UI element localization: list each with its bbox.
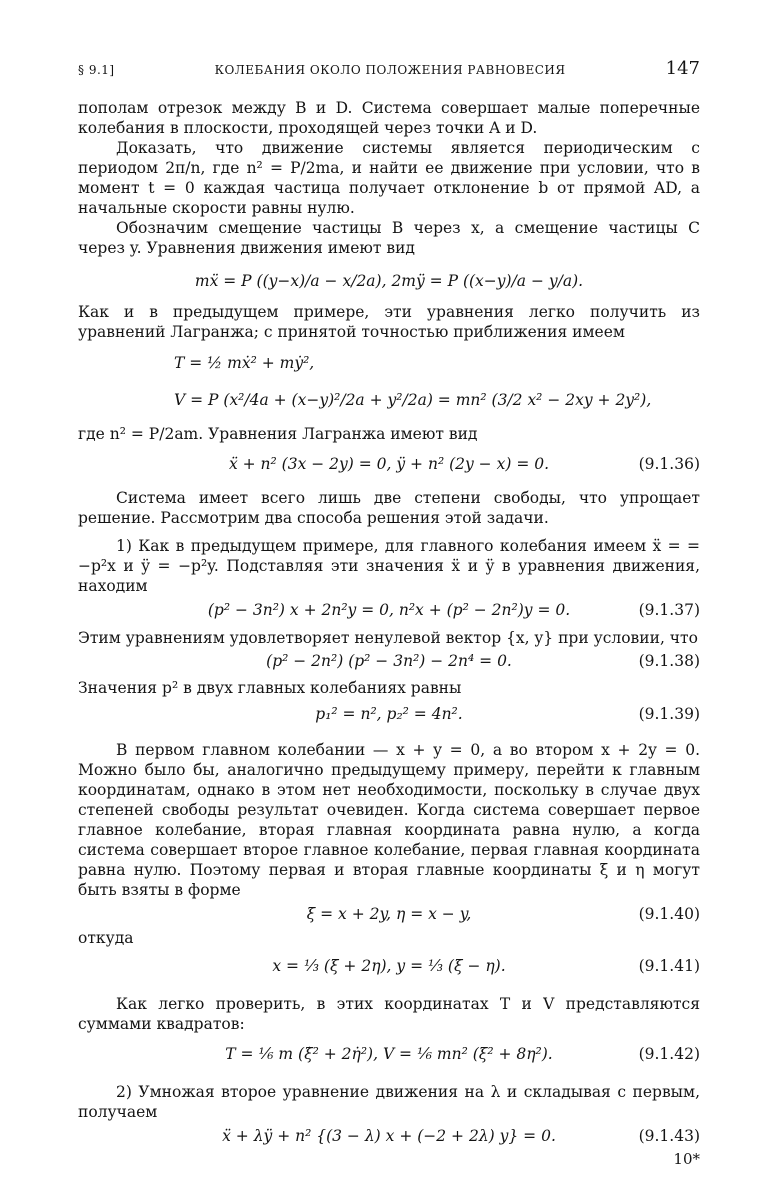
equation-9-1-37: (p² − 3n²) x + 2n²y = 0, n²x + (p² − 2n²)y = 0. (9.1.37) (207, 601, 700, 619)
equation-9-1-41: x = ⅓ (ξ + 2η), y = ⅓ (ξ − η). (9.1.41) (272, 957, 700, 975)
equation-number: (9.1.40) (638, 905, 700, 923)
equation-9-1-36: ẍ + n² (3x − 2y) = 0, ÿ + n² (2y − x) = 0. (9.1.36) (228, 455, 700, 473)
equation-V: V = P (x²/4a + (x−y)²/2a + y²/2a) = mn² (3/2 x² − 2xy + 2y²), (174, 391, 652, 409)
equation-9-1-38: (p² − 2n²) (p² − 3n²) − 2n⁴ = 0. (9.1.38) (266, 652, 700, 670)
page-number: 147 (665, 58, 700, 79)
paragraph-8: Этим уравнениям удовлетворяет ненулевой вектор {x, y} при условии, что (78, 629, 698, 647)
equation-number: (9.1.38) (638, 652, 700, 670)
paragraph-4: Как и в предыдущем примере, эти уравнения легко получить из уравнений Лагранжа; с принятой точностью приближения имеем (78, 303, 700, 341)
equation-number: (9.1.37) (638, 601, 700, 619)
paragraph-9: Значения p² в двух главных колебаниях равны (78, 679, 462, 697)
page (78, 58, 700, 1172)
signature-mark: 10* (673, 1150, 700, 1168)
paragraph-5: где n² = P/2am. Уравнения Лагранжа имеют вид (78, 425, 478, 443)
equation-motion: mẍ = P ((y−x)/a − x/2a), 2mÿ = P ((x−y)/a − y/a). (194, 272, 584, 290)
paragraph-2: Доказать, что движение системы является периодическим с периодом 2π/n, где n² = P/2ma, и найти ее движение при условии, что в момент t = 0 каждая частица получает отклонение b от прямой AD, а начальные скорости равны нулю. (78, 139, 700, 217)
equation-number: (9.1.42) (638, 1045, 700, 1063)
running-header (78, 58, 700, 98)
equation-9-1-39: p₁² = n², p₂² = 4n². (9.1.39) (315, 705, 700, 723)
equation-number: (9.1.36) (638, 455, 700, 473)
paragraph-7: 1) Как в предыдущем примере, для главного колебания имеем ẍ = = −p²x и ÿ = −p²y. Подставляя эти значения ẍ и ÿ в уравнения движения, находим (78, 537, 700, 595)
equation-9-1-42: T = ⅙ m (ξ̇² + 2η̇²), V = ⅙ mn² (ξ² + 8η²). (9.1.42) (225, 1045, 700, 1063)
equation-T: T = ½ mẋ² + mẏ², (174, 354, 315, 372)
paragraph-13: 2) Умножая второе уравнение движения на λ и складывая с первым, получаем (78, 1083, 700, 1121)
paragraph-10: В первом главном колебании — x + y = 0, а во втором x + 2y = 0. Можно было бы, аналогично предыдущему примеру, перейти к главным координатам, однако в этом нет необходимости, поскольку в случае двух степеней свободы результат очевиден. Когда система совершает первое главное колебание, вторая главная координата равна нулю, а когда система совершает второе главное колебание, первая главная координата равна нулю. Поэтому первая и вторая главные координаты ξ и η могут быть взяты в форме (78, 741, 700, 899)
paragraph-6: Система имеет всего лишь две степени свободы, что упрощает решение. Рассмотрим два способа решения этой задачи. (78, 489, 700, 527)
equation-number: (9.1.41) (638, 957, 700, 975)
equation-9-1-43: ẍ + λÿ + n² {(3 − λ) x + (−2 + 2λ) y} = 0. (9.1.43) (222, 1127, 700, 1145)
equation-9-1-40: ξ = x + 2y, η = x − y, (9.1.40) (306, 905, 700, 923)
paragraph-1: пополам отрезок между B и D. Система совершает малые поперечные колебания в плоскости, проходящей через точки A и D. (78, 99, 700, 137)
paragraph-11: откуда (78, 929, 134, 947)
equation-number: (9.1.43) (638, 1127, 700, 1145)
paragraph-3: Обозначим смещение частицы B через x, а смещение частицы C через y. Уравнения движения имеют вид (78, 219, 700, 257)
equation-number: (9.1.39) (638, 705, 700, 723)
paragraph-12: Как легко проверить, в этих координатах T и V представляются суммами квадратов: (78, 995, 700, 1033)
section-ref: § 9.1] (78, 63, 115, 77)
chapter-title: КОЛЕБАНИЯ ОКОЛО ПОЛОЖЕНИЯ РАВНОВЕСИЯ (214, 63, 566, 77)
